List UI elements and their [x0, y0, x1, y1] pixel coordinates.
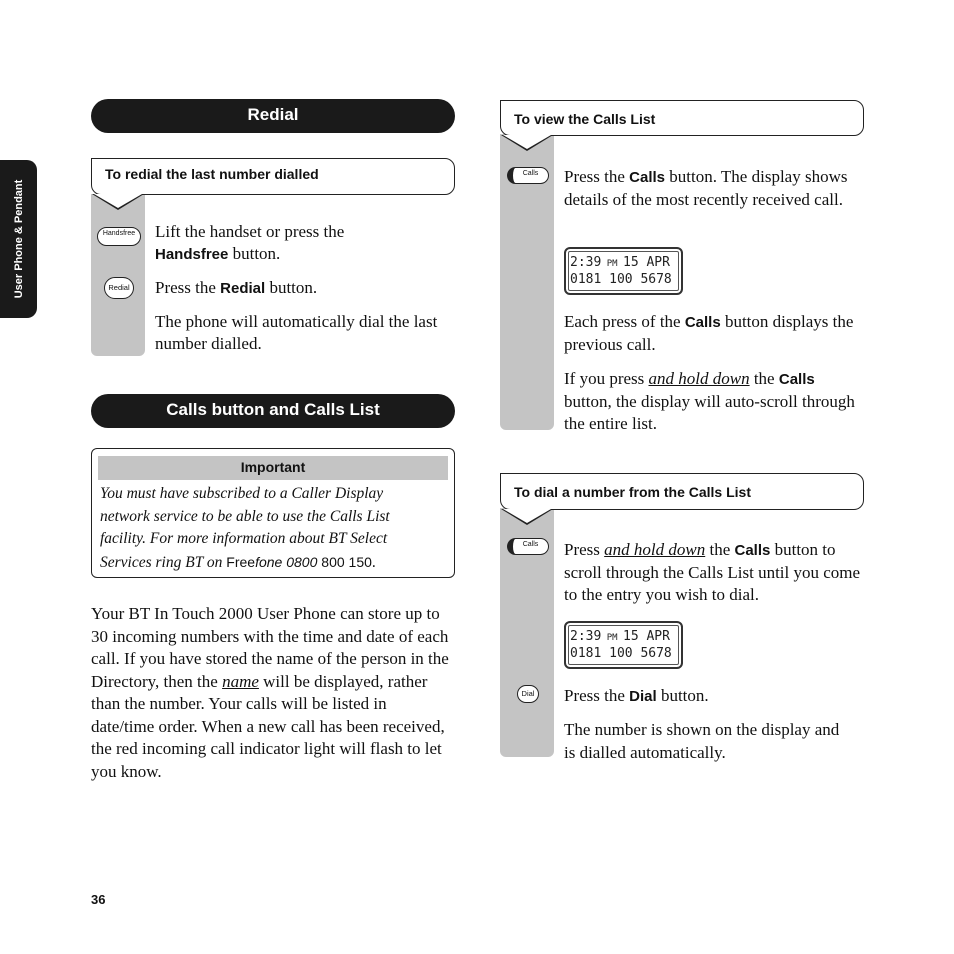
- redial-instruction-2: Press the Redial button.: [155, 278, 318, 297]
- redial-step-bar: [91, 194, 145, 356]
- calls-header-text: Calls button and Calls List: [166, 400, 380, 419]
- handsfree-button-icon: Handsfree: [97, 227, 141, 246]
- redial-step-header: [91, 158, 455, 195]
- dial-button-icon: Dial: [517, 685, 539, 703]
- redial-header-text: Redial: [247, 105, 299, 124]
- redial-button-icon: Redial: [104, 277, 134, 299]
- dial-calls-instruction-1: Press and hold down the Calls button to scroll through the Calls List until you come to the entry you wish to dial.: [564, 540, 861, 604]
- lcd-display: [564, 247, 683, 295]
- important-box: [91, 448, 455, 578]
- lcd-line-1: 2:39 PM 15 APR: [570, 629, 670, 644]
- lcd-line-2: 0181 100 5678: [570, 646, 672, 661]
- dial-calls-step-header: [500, 473, 864, 510]
- important-title-bar: Important: [98, 456, 448, 480]
- dial-calls-instruction-3: The number is shown on the display and is dialled automatically.: [564, 720, 840, 762]
- redial-notch-inner: [94, 194, 142, 208]
- dial-calls-step-title: To dial a number from the Calls List: [514, 484, 751, 500]
- dial-calls-instruction-2: Press the Dial button.: [564, 686, 709, 705]
- redial-instruction-3: The phone will automatically dial the last number dialled.: [155, 312, 438, 353]
- view-calls-instruction-3: If you press and hold down the Calls button, the display will auto-scroll through the entire list.: [564, 369, 855, 433]
- dial-calls-notch-inner: [503, 509, 551, 523]
- redial-step-title: To redial the last number dialled: [105, 166, 319, 182]
- view-calls-instruction-2: Each press of the Calls button displays the previous call.: [564, 312, 854, 354]
- important-text: You must have subscribed to a Caller Display network service to be able to use the Calls List facility. For more information about BT Select Services ring BT on Freefone 0800 800 150.: [100, 485, 390, 571]
- side-tab-label: User Phone & Pendant: [12, 179, 25, 299]
- lcd-line-1: 2:39 PM 15 APR: [570, 255, 670, 270]
- view-calls-notch-inner: [503, 135, 551, 149]
- calls-button-icon: Calls: [507, 167, 549, 184]
- lcd-display: [564, 621, 683, 669]
- view-calls-step-header: [500, 100, 864, 136]
- redial-instruction-1: Lift the handset or press the Handsfree button.: [155, 222, 345, 263]
- view-calls-instruction-1: Press the Calls button. The display shows details of the most recently received call.: [564, 167, 848, 209]
- view-calls-step-title: To view the Calls List: [514, 111, 656, 127]
- page-number: 36: [91, 892, 106, 907]
- lcd-line-2: 0181 100 5678: [570, 272, 672, 287]
- redial-section-header: [91, 99, 455, 133]
- side-tab: [0, 160, 37, 318]
- calls-body-paragraph: Your BT In Touch 2000 User Phone can store up to 30 incoming numbers with the time and date of each call. If you have stored the name of the person in the Directory, then the name will be displayed, rather than the number. Your calls will be listed in date/time order. When a new call has been received, the red incoming call indicator light will flash to let you know.: [91, 604, 449, 781]
- calls-section-header: [91, 394, 455, 428]
- calls-button-icon: Calls: [507, 538, 549, 555]
